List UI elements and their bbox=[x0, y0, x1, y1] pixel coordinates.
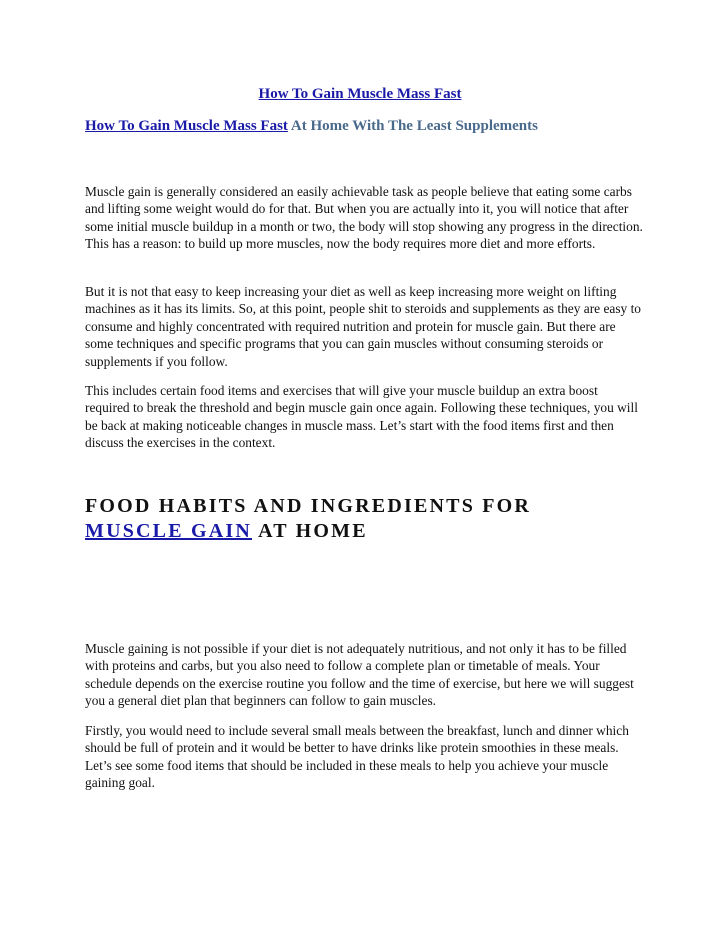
intro-paragraph-1: Muscle gain is generally considered an easily achievable task as people believe that eating some carbs and lifting some weight would do for that. But when you are actually into it, you will notice that after some initial muscle buildup in a month or two, the body will stop showing any progress in the direction. This has a reason: to build up more muscles, now the body requires more diet and more efforts. bbox=[85, 184, 643, 252]
heading-text-2: AT HOME bbox=[252, 520, 368, 542]
subtitle-link[interactable]: How To Gain Muscle Mass Fast bbox=[85, 118, 288, 134]
section-paragraph-1: Muscle gaining is not possible if your diet is not adequately nutritious, and not only it has to be filled with proteins and carbs, but you also need to follow a complete plan or timetable of meals. Your schedule depends on the exercise routine you follow and the time of exercise, but here we will suggest you a general diet plan that beginners can follow to gain muscles. bbox=[85, 641, 634, 709]
intro-paragraph-2: But it is not that easy to keep increasing your diet as well as keep increasing more weight on lifting machines as it has its limits. So, at this point, people shit to steroids and supplements as they are easy to consume and highly concentrated with required nutrition and protein for muscle gain. But there are some techniques and specific programs that you can gain muscles without consuming steroids or supplements if you follow. bbox=[85, 284, 642, 369]
title-link[interactable]: How To Gain Muscle Mass Fast bbox=[258, 86, 462, 102]
subtitle-text: At Home With The Least Supplements bbox=[287, 118, 538, 134]
section-paragraph-2: Firstly, you would need to include several small meals between the breakfast, lunch and dinner which should be full of protein and it would be better to have drinks like protein smoothies in these meals. Let’s see some food items that should be included in these meals to help you achieve your muscle gaining goal. bbox=[85, 723, 629, 791]
heading-text-1: FOOD HABITS AND INGREDIENTS FOR bbox=[85, 495, 532, 517]
title-line bbox=[0, 86, 720, 103]
subtitle-line bbox=[85, 118, 645, 135]
intro-paragraph-3: This includes certain food items and exercises that will give your muscle buildup an extra boost required to break the threshold and begin muscle gain once again. Following these techniques, you will be back at making noticeable changes in muscle mass. Let’s start with the food items first and then discuss the exercises in the context. bbox=[85, 383, 638, 451]
section-heading bbox=[85, 494, 645, 544]
heading-link[interactable]: MUSCLE GAIN bbox=[85, 520, 252, 542]
